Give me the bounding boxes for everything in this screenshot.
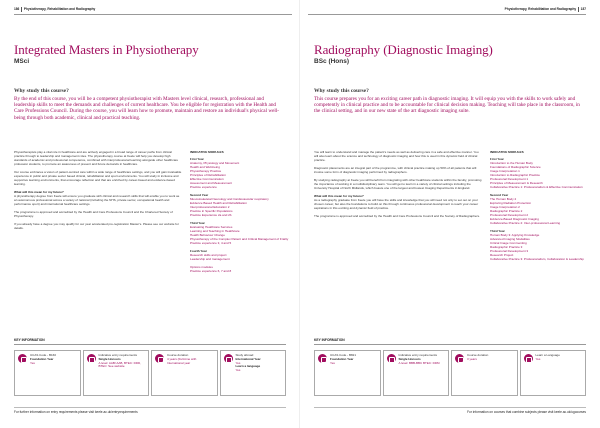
info-icon [455, 354, 464, 363]
key-info-label: Course duration [467, 353, 489, 357]
key-info-box [220, 350, 287, 396]
module-item: Practice experience 6, 7 and 8 [190, 269, 232, 273]
module-item: Evaluating Healthcare Services [190, 225, 233, 229]
module-item: Evidence-Based Diagnostic Imaging [490, 217, 539, 221]
module-item: Radiographic Practice 2 [490, 209, 523, 213]
info-icon [524, 354, 533, 363]
module-item: Interprofessional Education 2 [190, 205, 230, 209]
module-item: Image Interpretation 2 [490, 205, 520, 209]
info-icon [387, 354, 396, 363]
module-year [490, 193, 590, 225]
key-info-value: Yes [30, 360, 35, 365]
module-item: Leadership and management [190, 257, 230, 261]
body-paragraph: The programme is approved and accredited by the Health and Care Professions Council and the Chartered Society of Physiotherapy. [14, 210, 173, 218]
section-name: Physiotherapy, Rehabilitation and Radiography [23, 7, 96, 11]
why-heading: Why study this course? [14, 88, 69, 94]
options-title: Options modules [190, 265, 213, 269]
module-item: Principles of Measurement & Research [490, 181, 543, 185]
key-info-title: KEY INFORMATION [314, 338, 345, 342]
key-info-text [236, 354, 261, 392]
why-text: This course prepares you for an exciting career path in diagnostic imaging. It will equip you with the skills to work safely and competently in clinical practice and to be accountable for clinical decision making. Teaching will take place in the classroom, in the clinical setting, and in our new state of the art diagnostic imaging suite. [314, 96, 580, 115]
key-info-sub-label: Single Honours [398, 356, 421, 361]
module-item: Collaborative Practice 1: Professionalism & Effective Communication [490, 185, 583, 189]
module-item: Image Interpretation 1 [490, 169, 520, 173]
key-info-value: Yes [535, 356, 541, 361]
key-info-text [399, 354, 440, 392]
key-info-label: Study abroad [235, 353, 254, 357]
key-info-row [14, 350, 286, 396]
module-item: Anatomy, Physiology and Movement [190, 161, 240, 165]
module-item: Introduction to the Human Body [490, 161, 533, 165]
key-info-box [83, 350, 150, 396]
key-info-label: Indicative entry requirements [98, 353, 138, 357]
key-info-sub-label: Foundation Year [30, 356, 54, 361]
module-item: Collaborative Practice 3: Professionalism, Collaboration & Leadership [490, 257, 584, 261]
info-icon [318, 354, 327, 363]
body-text [314, 150, 482, 222]
key-info-text [467, 354, 488, 392]
body-paragraph: By studying radiography at Keele you will benefit from integrating with other healthcare students within the faculty, promoting the importance of working in a multidisciplinary team. You will get to learn in a variety of clinical settings including the University Hospital of North Midlands, which boasts one of the largest and busiest Imaging Departments in England. [314, 178, 482, 190]
body-paragraph: As a radiography graduate from Keele you will have the skills and knowledge that you will need not only to set out on your chosen career, but also the foundations to build on this through continuous professional development to reach your career aspirations in this exciting and dynamic field of practice. [314, 198, 479, 210]
module-item: Collaborative Practice 2: Inter-professional Learning [490, 221, 561, 225]
key-info-box [314, 350, 381, 396]
key-info-sub-label: International Year [235, 356, 261, 361]
year-title: First Year [190, 157, 204, 161]
key-info-label: Course duration [167, 353, 189, 357]
footer-note: For further information on entry requirements please visit keele.ac.uk/entryrequirements [14, 410, 138, 414]
module-item: Exploring Radiation Protection [490, 201, 531, 205]
info-icon [87, 354, 96, 363]
module-item: Research Project [490, 253, 514, 257]
year-title: First Year [490, 157, 504, 161]
running-header [14, 5, 95, 13]
key-info-sub-label: Single Honours [98, 356, 121, 361]
module-options [190, 265, 290, 273]
info-icon [155, 354, 164, 363]
module-item: Health Behaviour Change [190, 233, 225, 237]
why-heading: Why study this course? [314, 88, 369, 94]
module-item: Learning and Teaching in Healthcare [190, 229, 240, 233]
body-text [14, 150, 182, 234]
year-title: Fourth Year [190, 249, 207, 253]
module-item: Effective Communication [190, 177, 224, 181]
why-text: By the end of this course, you will be a competent physiotherapist with Masters level clinical, research, professional and leadership skills to meet the demands and challenges of current healthcare. You be eligible for registration with the Health and Care Professions Council. During the course, you will learn how to promote, maintain and restore an individual's physical well-being through both academic, clinical and practical teaching. [14, 96, 280, 121]
module-item: Advanced Imaging Modalities [490, 237, 530, 241]
key-info-sub-label: Learn a language [235, 364, 261, 369]
key-info-box [451, 350, 518, 396]
module-item: Introduction to Radiographic Practice [490, 173, 540, 177]
section-name: Physiotherapy, Rehabilitation and Radiography [504, 7, 577, 11]
module-year [490, 229, 590, 261]
key-info-text [536, 354, 560, 392]
footer-note: For information on courses that combine subjects please visit keele.ac.uk/ugcourses [467, 410, 586, 414]
year-title: Second Year [490, 193, 509, 197]
page-number: 187 [580, 7, 586, 11]
course-title: Integrated Masters in Physiotherapy [14, 42, 199, 57]
key-info-label: UCAS Code - B821 [330, 353, 357, 357]
course-title: Radiography (Diagnostic Imaging) [314, 42, 493, 57]
indicative-modules [490, 150, 590, 265]
key-info-row [314, 350, 586, 396]
body-paragraph: A physiotherapy degree from Keele will ensure you graduate with clinical and research skills that will enable you to work as an autonomous professional across a variety of national (including the NHS, private sector, occupational health and performance sport) and international healthcare settings. [14, 194, 180, 206]
year-title: Third Year [490, 229, 505, 233]
module-item: Health and Well-being [190, 165, 220, 169]
module-item: Practice experience 3, 4 and 5 [190, 241, 232, 245]
course-award: BSc (Hons) [314, 58, 350, 65]
key-info-value: Yes [235, 368, 241, 373]
key-info-value: Yes [330, 360, 335, 365]
key-info-label: Indicative entry requirements [398, 353, 438, 357]
module-item: The Human Body 2 [490, 197, 517, 201]
key-info-value: 3 years [467, 356, 477, 361]
key-info-label: Learn a Language [535, 353, 560, 357]
key-info-text [330, 354, 356, 392]
key-info-text [30, 354, 56, 392]
key-info-value: A level: AAB/ AAB, BTEC: DDD, BTEC: See website [98, 360, 142, 369]
key-info-box [14, 350, 81, 396]
key-info-text [167, 354, 214, 392]
modules-heading: INDICATIVE MODULES [190, 150, 224, 154]
module-item: Musculoskeletal Neurology and Cardiovascular respiratory [190, 197, 269, 201]
module-item: Physiotherapy of the Complex Patient and Critical Management of Frailty [190, 237, 289, 241]
module-item: Human Body 3: Applying Knowledge [490, 233, 540, 237]
module-item: Professional Development 2 [490, 213, 529, 217]
right-page [300, 0, 600, 428]
module-item: Foundations of Radiographic Science [490, 165, 541, 169]
key-info-value: Yes [235, 360, 241, 365]
key-info-value: A level: BBB-BBC BTEC: DDM [398, 360, 440, 365]
body-paragraph: Diagnostic placements are an integral part of the programme, with clinical practice making up 50% of all patients that will involve some form of diagnostic imaging performed by radiographers. [314, 166, 477, 174]
info-icon [224, 354, 233, 363]
year-title: Third Year [190, 221, 205, 225]
module-item: Professional Development 1 [490, 177, 529, 181]
body-paragraph: Our course embraces a vision of patient-centred care within a wide range of healthcare settings, and you will gain invaluable experience in public and private sector based clinical, rehabilitation and sport environments. You will study in inclusive and supportive learning environments, that encourage reflection and that are enriched by career-based and evidence-based learning. [14, 170, 182, 186]
key-info-box [151, 350, 218, 396]
module-item: Principles of Rehabilitation [190, 173, 226, 177]
running-header [505, 5, 586, 13]
body-paragraph: Physiotherapists play a vital role in healthcare and are actively engaged in a broad range of career paths from clinical practice through to leadership and management roles. The physiotherapy course at Keele will help you develop high standards of academic and professional competence, combined with interprofessional learning alongside other healthcare profession students, to promote an awareness of present and future demands in healthcare. [14, 150, 179, 166]
module-year [490, 157, 590, 189]
module-item: Practice experience [190, 185, 217, 189]
module-item: Physiotherapy Practice [190, 169, 222, 173]
module-item: Critical Image Commenting [490, 241, 527, 245]
body-paragraph: If you already have a degree you may qualify for our year accelerated pre-registration Master's. Please see our website for details. [14, 222, 179, 230]
body-paragraph: The programme is approved and accredited by the Health and Care Professions Council and the Society of Radiographers. [314, 214, 480, 218]
module-year [190, 221, 290, 245]
module-item: Assessment and Measurement [190, 181, 232, 185]
module-item: Professional Development 3 [490, 249, 529, 253]
module-item: Practice Experience 2a and 2b [190, 213, 232, 217]
module-year [190, 193, 290, 217]
body-paragraph: You will learn to understand and manage the patient's needs as well as delivering care in a safe and effective manner. You will also learn about the science and technology of diagnostic imaging and how this is used in this dynamic field of clinical practice. [314, 150, 479, 162]
body-subheading: What will this mean for my future? [314, 194, 364, 198]
key-info-box [520, 350, 587, 396]
key-info-text [99, 354, 146, 392]
course-award: MSci [14, 58, 30, 65]
key-info-sub-label: Foundation Year [330, 356, 354, 361]
modules-heading: INDICATIVE MODULES [490, 150, 524, 154]
module-year [190, 157, 290, 189]
year-title: Second Year [190, 193, 209, 197]
module-item: Radiographic Practice 3 [490, 245, 523, 249]
key-info-box [383, 350, 450, 396]
module-item: Evidence Based Health and Rehabilitation [190, 201, 247, 205]
page-number: 186 [14, 7, 20, 11]
key-info-label: UCAS Code - B160 [30, 353, 57, 357]
key-info-title: KEY INFORMATION [14, 338, 45, 342]
info-icon [18, 354, 27, 363]
key-info-value: 4 years (Full-time with International year [167, 356, 197, 365]
body-subheading: What will this mean for my future? [14, 190, 64, 194]
indicative-modules [190, 150, 290, 277]
module-item: Research skills and project [190, 253, 227, 257]
module-item: Practice in Specific Populations [190, 209, 233, 213]
module-year [190, 249, 290, 261]
